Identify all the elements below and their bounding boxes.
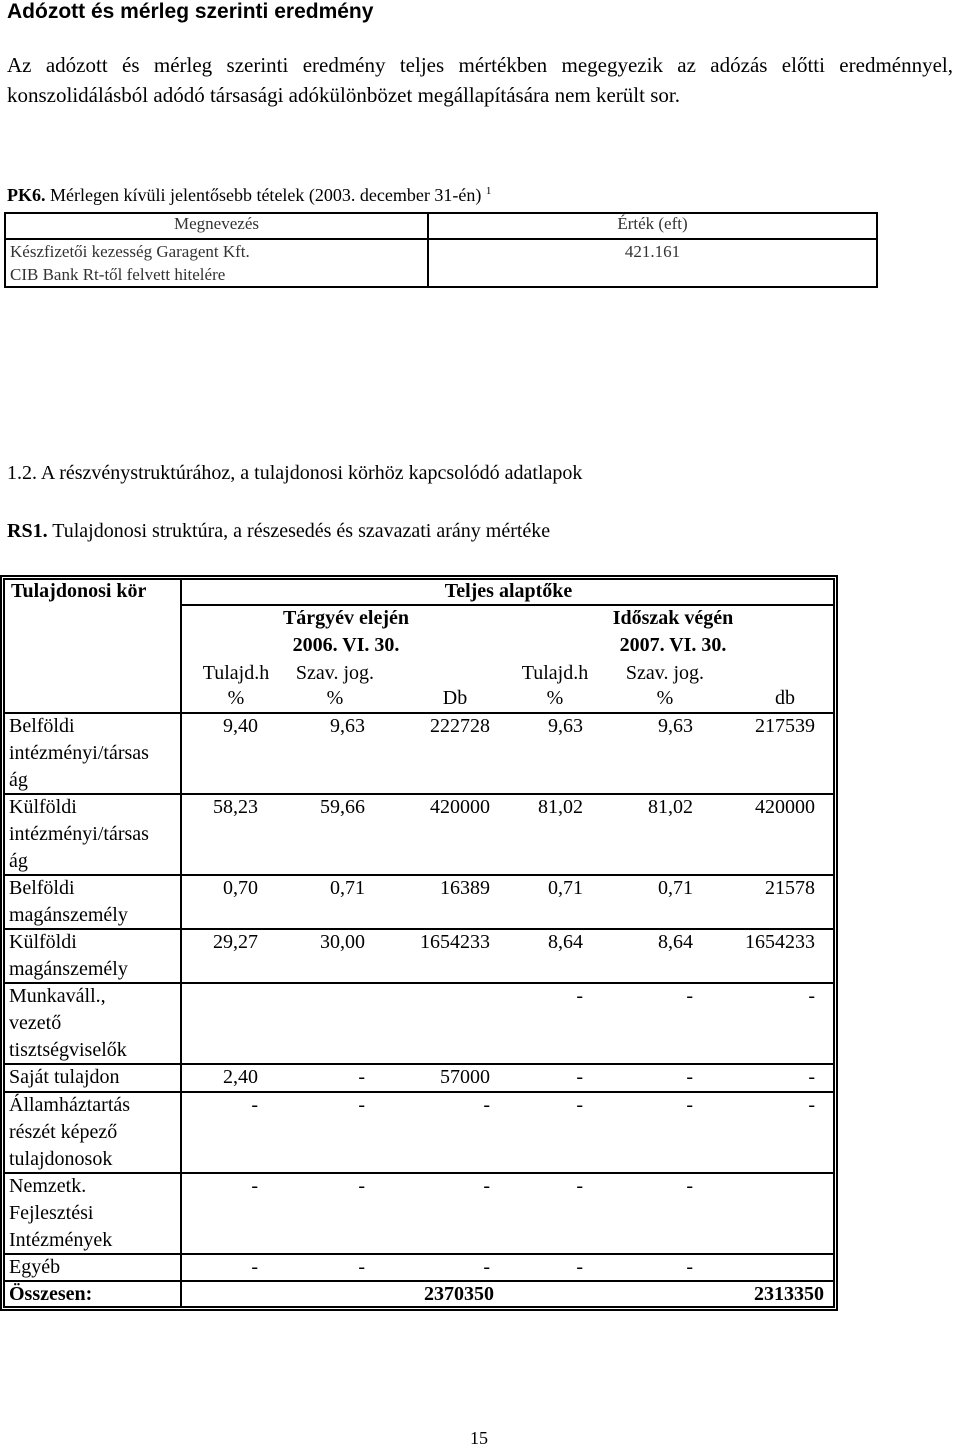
header-period1-line2: 2006. VI. 30. bbox=[292, 634, 400, 656]
row-0-value-3: 9,63 bbox=[548, 715, 583, 737]
row-0-value-1: 9,63 bbox=[330, 715, 365, 737]
row-0-owner-line-1: intézményi/társas bbox=[9, 742, 149, 764]
sub-ownership-2-pct: % bbox=[546, 687, 564, 709]
row-3-value-5: 1654233 bbox=[745, 931, 815, 953]
row-3-value-1: 30,00 bbox=[320, 931, 365, 953]
rs1-caption bbox=[7, 520, 550, 543]
row-4-owner-line-0: Munkaváll., bbox=[9, 985, 106, 1007]
row-0-owner-line-2: ág bbox=[9, 769, 28, 791]
table-rule bbox=[3, 874, 834, 876]
pk6-row-name-line2: CIB Bank Rt-től felvett hitelére bbox=[10, 265, 226, 284]
row-4-owner-line-1: vezető bbox=[9, 1012, 62, 1034]
sub-voting-1: Szav. jog. bbox=[295, 662, 375, 684]
row-8-value-0: - bbox=[251, 1256, 258, 1278]
row-0-value-0: 9,40 bbox=[223, 715, 258, 737]
sub-db-1: Db bbox=[442, 687, 468, 709]
table-rule bbox=[3, 712, 834, 714]
row-7-value-2: - bbox=[483, 1175, 490, 1197]
row-6-owner-line-1: részét képező bbox=[9, 1121, 118, 1143]
row-7-value-4: - bbox=[686, 1175, 693, 1197]
row-0-value-5: 217539 bbox=[755, 715, 815, 737]
table-rule bbox=[836, 575, 838, 1311]
row-5-value-3: - bbox=[576, 1066, 583, 1088]
sub-voting-1-pct: % bbox=[326, 687, 344, 709]
pk6-header-row bbox=[5, 213, 877, 239]
row-2-value-4: 0,71 bbox=[658, 877, 693, 899]
row-1-value-2: 420000 bbox=[430, 796, 490, 818]
row-7-owner-line-0: Nemzetk. bbox=[9, 1175, 87, 1197]
row-6-value-5: - bbox=[808, 1094, 815, 1116]
row-0-value-4: 9,63 bbox=[658, 715, 693, 737]
sub-ownership-1: Tulajd.h bbox=[202, 662, 270, 684]
row-6-owner-line-2: tulajdonosok bbox=[9, 1148, 113, 1170]
row-4-value-4: - bbox=[686, 985, 693, 1007]
pk6-table bbox=[4, 212, 878, 288]
table-rule bbox=[0, 575, 2, 1311]
row-2-value-0: 0,70 bbox=[223, 877, 258, 899]
paragraph-line-1: Az adózott és mérleg szerinti eredmény teljes mértékben megegyezik az adózás előtti eredménnyel, bbox=[7, 53, 953, 77]
row-7-owner-line-1: Fejlesztési bbox=[9, 1202, 94, 1224]
result-paragraph bbox=[7, 50, 953, 110]
sub-db-2: db bbox=[775, 687, 795, 709]
header-period1-line1: Tárgyév elején bbox=[282, 607, 410, 629]
row-3-value-4: 8,64 bbox=[658, 931, 693, 953]
row-8-value-1: - bbox=[358, 1256, 365, 1278]
table-rule bbox=[180, 578, 182, 1308]
row-1-value-3: 81,02 bbox=[538, 796, 583, 818]
row-2-owner-line-1: magánszemély bbox=[9, 904, 128, 926]
pk6-row-name-line1: Készfizetői kezesség Garagent Kft. bbox=[10, 242, 250, 261]
row-5-value-4: - bbox=[686, 1066, 693, 1088]
row-8-value-4: - bbox=[686, 1256, 693, 1278]
pk6-row-value: 421.161 bbox=[428, 239, 877, 287]
table-rule bbox=[3, 578, 5, 1308]
row-2-value-3: 0,71 bbox=[548, 877, 583, 899]
row-2-value-2: 16389 bbox=[440, 877, 490, 899]
table-rule bbox=[3, 578, 835, 580]
row-6-value-2: - bbox=[483, 1094, 490, 1116]
row-3-value-0: 29,27 bbox=[213, 931, 258, 953]
row-5-owner-line-0: Saját tulajdon bbox=[9, 1066, 120, 1088]
header-period2-line1: Időszak végén bbox=[612, 607, 734, 629]
row-8-owner-line-0: Egyéb bbox=[9, 1256, 61, 1278]
table-rule bbox=[3, 1280, 834, 1282]
row-1-value-5: 420000 bbox=[755, 796, 815, 818]
pk6-col-name: Megnevezés bbox=[5, 213, 428, 239]
total-db-2: 2313350 bbox=[754, 1283, 824, 1305]
row-6-value-0: - bbox=[251, 1094, 258, 1116]
row-6-value-4: - bbox=[686, 1094, 693, 1116]
table-rule bbox=[833, 578, 835, 1308]
table-rule bbox=[180, 604, 834, 606]
table-rule bbox=[0, 575, 838, 577]
row-6-owner-line-0: Államháztartás bbox=[9, 1094, 131, 1116]
pk6-title: Mérlegen kívüli jelentősebb tételek (2003. december 31-én) bbox=[45, 185, 486, 205]
row-8-value-3: - bbox=[576, 1256, 583, 1278]
row-2-owner-line-0: Belföldi bbox=[9, 877, 75, 899]
pk6-data-row bbox=[5, 239, 877, 287]
row-8-value-2: - bbox=[483, 1256, 490, 1278]
paragraph-line-2: konszolidálásból adódó társasági adókülönbözet megállapítására nem került sor. bbox=[7, 83, 680, 107]
row-5-value-2: 57000 bbox=[440, 1066, 490, 1088]
row-1-owner-line-2: ág bbox=[9, 850, 28, 872]
table-rule bbox=[0, 1309, 838, 1311]
row-1-owner-line-1: intézményi/társas bbox=[9, 823, 149, 845]
row-4-owner-line-2: tisztségviselők bbox=[9, 1039, 127, 1061]
row-1-value-1: 59,66 bbox=[320, 796, 365, 818]
table-rule bbox=[3, 928, 834, 930]
header-total-capital: Teljes alaptőke bbox=[444, 580, 573, 602]
sub-ownership-1-pct: % bbox=[227, 687, 245, 709]
total-label: Összesen: bbox=[9, 1283, 93, 1305]
row-7-owner-line-2: Intézmények bbox=[9, 1229, 113, 1251]
row-1-owner-line-0: Külföldi bbox=[9, 796, 77, 818]
table-rule bbox=[3, 793, 834, 795]
header-owner: Tulajdonosi kör bbox=[11, 580, 147, 602]
row-3-owner-line-0: Külföldi bbox=[9, 931, 77, 953]
total-db-1: 2370350 bbox=[424, 1283, 494, 1305]
row-7-value-3: - bbox=[576, 1175, 583, 1197]
table-rule bbox=[3, 1063, 834, 1065]
table-rule bbox=[3, 1306, 835, 1308]
row-5-value-0: 2,40 bbox=[223, 1066, 258, 1088]
row-0-owner-line-0: Belföldi bbox=[9, 715, 75, 737]
row-3-owner-line-1: magánszemély bbox=[9, 958, 128, 980]
row-7-value-1: - bbox=[358, 1175, 365, 1197]
rs1-code: RS1. bbox=[7, 520, 48, 542]
row-7-value-0: - bbox=[251, 1175, 258, 1197]
pk6-caption bbox=[7, 185, 491, 206]
table-rule bbox=[3, 982, 834, 984]
pk6-code: PK6. bbox=[7, 185, 46, 205]
section-heading: 1.2. A részvénystruktúrához, a tulajdonosi körhöz kapcsolódó adatlapok bbox=[7, 462, 583, 484]
sub-voting-2: Szav. jog. bbox=[625, 662, 705, 684]
row-2-value-5: 21578 bbox=[765, 877, 815, 899]
page-number: 15 bbox=[470, 1428, 488, 1448]
pk6-footnote: 1 bbox=[485, 185, 492, 197]
row-0-value-2: 222728 bbox=[430, 715, 490, 737]
row-3-value-3: 8,64 bbox=[548, 931, 583, 953]
row-1-value-0: 58,23 bbox=[213, 796, 258, 818]
table-rule bbox=[3, 1253, 834, 1255]
row-1-value-4: 81,02 bbox=[648, 796, 693, 818]
row-6-value-1: - bbox=[358, 1094, 365, 1116]
table-rule bbox=[3, 1091, 834, 1093]
row-6-value-3: - bbox=[576, 1094, 583, 1116]
sub-voting-2-pct: % bbox=[656, 687, 674, 709]
pk6-row-name bbox=[5, 239, 428, 287]
row-2-value-1: 0,71 bbox=[330, 877, 365, 899]
rs1-title: Tulajdonosi struktúra, a részesedés és szavazati arány mértéke bbox=[47, 520, 551, 542]
header-period2-line2: 2007. VI. 30. bbox=[619, 634, 727, 656]
row-5-value-5: - bbox=[808, 1066, 815, 1088]
sub-ownership-2: Tulajd.h bbox=[521, 662, 589, 684]
row-4-value-3: - bbox=[576, 985, 583, 1007]
table-rule bbox=[3, 1172, 834, 1174]
pk6-col-value: Érték (eft) bbox=[428, 213, 877, 239]
page-heading: Adózott és mérleg szerinti eredmény bbox=[7, 0, 374, 23]
row-5-value-1: - bbox=[358, 1066, 365, 1088]
row-3-value-2: 1654233 bbox=[420, 931, 490, 953]
row-4-value-5: - bbox=[808, 985, 815, 1007]
